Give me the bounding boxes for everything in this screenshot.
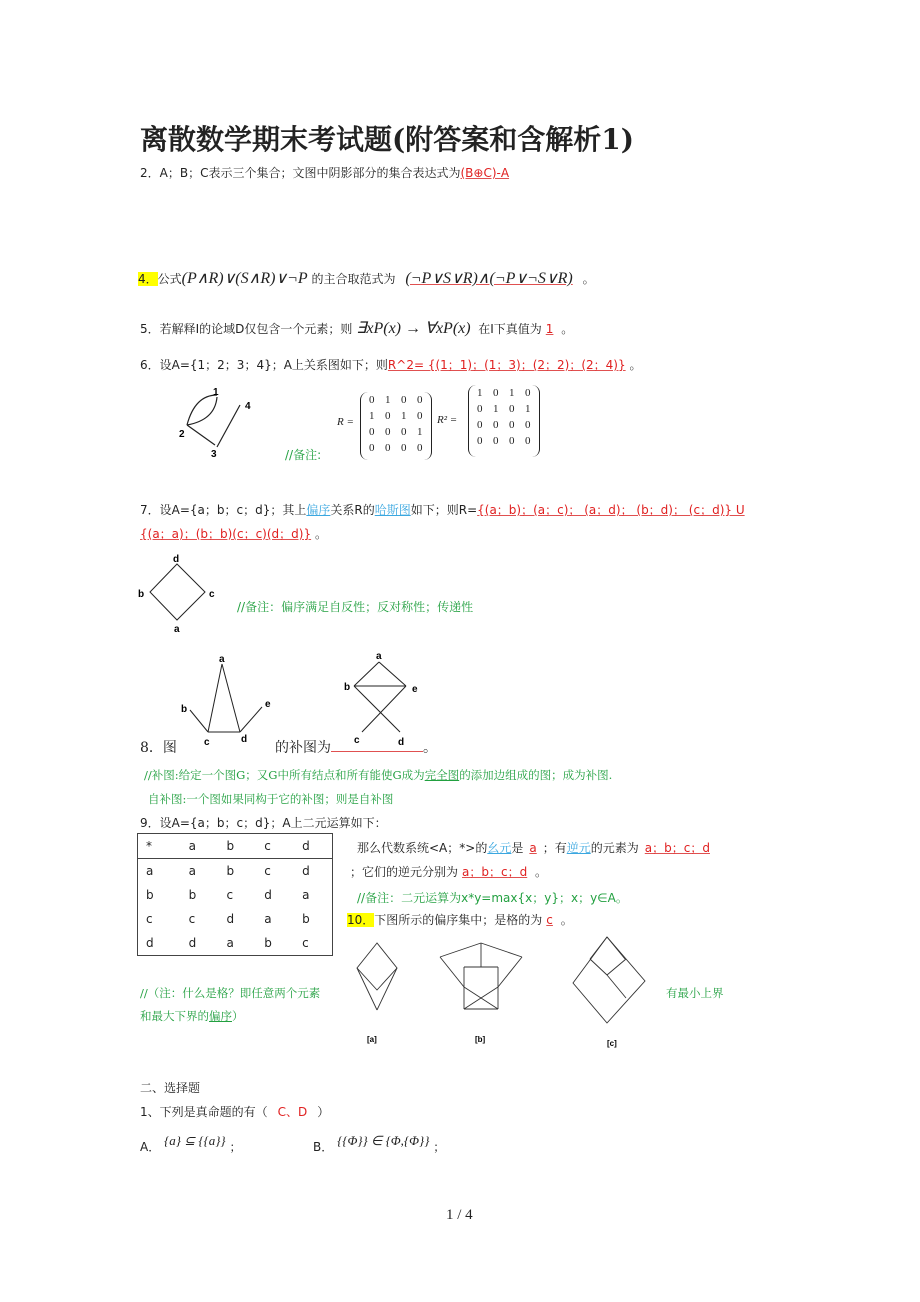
- q4-pre: 公式: [157, 272, 182, 286]
- matrix-r-label: R =: [337, 416, 354, 428]
- table-cell: d: [302, 864, 310, 878]
- q9-text: 9．设A={a；b；c；d}；A上二元运算如下：: [140, 816, 387, 830]
- table-cell: b: [226, 864, 235, 878]
- matrix-cell: 1: [369, 410, 375, 422]
- node-1: 1: [213, 387, 219, 398]
- lattice-b-label: [b]: [475, 1035, 486, 1044]
- matrix-cell: 0: [401, 426, 407, 438]
- option-b-formula: {{Φ}} ∈ {Φ,{Φ}}: [337, 1133, 430, 1148]
- q6-end: 。: [629, 358, 642, 372]
- c1-answer: C、D: [277, 1105, 308, 1119]
- q9-inverse-elements: a；b；c；d: [644, 841, 710, 855]
- c1-text: 1、下列是真命题的有（: [140, 1105, 268, 1119]
- table-row: [138, 931, 333, 956]
- choice-1-option-b: [313, 1133, 446, 1155]
- table-cell: *: [146, 839, 152, 853]
- question-6: [140, 356, 641, 373]
- table-cell: a: [302, 888, 310, 902]
- q8-end: 。: [423, 740, 437, 756]
- matrix-cell: 0: [385, 426, 391, 438]
- table-cell: b: [226, 839, 235, 853]
- q9-identity-answer: a: [529, 841, 537, 855]
- matrix-cell: 0: [509, 419, 515, 431]
- question-5: [140, 318, 573, 338]
- table-cell: d: [188, 936, 197, 950]
- matrix-cell: 0: [493, 435, 499, 447]
- q2-text: 2．A；B；C表示三个集合；文图中阴影部分的集合表达式为: [140, 166, 461, 180]
- page-title: 离散数学期末考试题(附答案和含解析1): [140, 123, 634, 156]
- q5-mid: 在I下真值为: [478, 322, 542, 336]
- table-cell: a: [188, 864, 196, 878]
- q10-number: 10．: [347, 913, 375, 927]
- matrix-cell: 0: [493, 387, 499, 399]
- node-b: b: [138, 589, 145, 600]
- q9-l1-mid2: ；有: [542, 841, 567, 855]
- q9-l1-mid3: 的元素为: [590, 841, 639, 855]
- q10-note-2-text: 和最大下界的: [140, 1009, 209, 1023]
- q9-l1-pre: 那么代数系统<A；*>的: [357, 841, 488, 855]
- q7-mid1: 关系R的: [330, 503, 375, 517]
- q10-note-1: //（注：什么是格？即任意两个元素: [140, 986, 321, 1000]
- option-b-end: ；: [433, 1140, 446, 1154]
- graph-g: [178, 652, 273, 747]
- matrix-cell: 0: [525, 387, 531, 399]
- table-cell: c: [146, 912, 153, 926]
- node-d: d: [241, 734, 248, 745]
- matrix-cell: 1: [417, 426, 423, 438]
- question-2: [140, 164, 509, 181]
- q5-end: 。: [561, 322, 574, 336]
- link-hasse-diagram[interactable]: 哈斯图: [374, 503, 411, 517]
- q7-answer-2: {(a；a)；(b；b)(c；c)(d；d)}: [140, 527, 312, 541]
- table-cell: d: [146, 936, 154, 950]
- table-row: [138, 859, 333, 884]
- link-complete-graph[interactable]: 完全图: [424, 768, 460, 782]
- lattice-a-label: [a]: [367, 1035, 377, 1044]
- table-cell: b: [302, 912, 310, 926]
- link-identity[interactable]: 幺元: [487, 841, 512, 855]
- c1-end: ）: [317, 1105, 330, 1119]
- matrix-cell: 0: [509, 403, 515, 415]
- q9-inverses: a；b；c；d: [462, 865, 528, 879]
- q9-line-2: [350, 863, 547, 880]
- q8-note-1: [144, 767, 612, 783]
- table-cell: d: [302, 839, 310, 853]
- matrix-cell: 0: [369, 442, 375, 454]
- node-d: d: [398, 737, 405, 748]
- option-a-formula: {a} ⊆ {{a}}: [164, 1133, 226, 1148]
- table-cell: b: [146, 888, 154, 902]
- link-inverse[interactable]: 逆元: [566, 841, 591, 855]
- matrix-cell: 0: [477, 419, 483, 431]
- matrix-cell: 1: [401, 410, 407, 422]
- matrix-r2: [468, 385, 540, 457]
- q4-formula: (P∧R)∨(S∧R)∨¬P: [181, 270, 308, 287]
- matrix-cell: 0: [525, 419, 531, 431]
- option-a-end: ；: [229, 1140, 242, 1154]
- q6-answer: R^2= {(1；1)；(1；3)；(2；2)；(2；4)}: [387, 358, 626, 372]
- q5-text: 5．若解释I的论域D仅包含一个元素；则: [140, 322, 353, 336]
- q7-answer-1: {(a；b)；(a；c)； (a；d)； (b；d)； (c；d)} U: [477, 503, 745, 517]
- choice-1: [140, 1103, 329, 1120]
- q4-end: 。: [582, 272, 595, 286]
- node-e: e: [412, 684, 418, 695]
- matrix-r2-label: R² =: [437, 414, 458, 426]
- q4-answer: (¬P∨S∨R)∧(¬P∨¬S∨R): [405, 270, 573, 287]
- q9-line-1: [357, 839, 716, 856]
- matrix-cell: 0: [417, 442, 423, 454]
- q6-text: 6．设A={1；2；3；4}；A上关系图如下；则: [140, 358, 388, 372]
- q4-mid: 的主合取范式为: [311, 272, 396, 286]
- option-a-label: A．: [140, 1140, 161, 1154]
- q9-l1-mid: 是: [511, 841, 524, 855]
- lattice-c-label: [c]: [607, 1039, 617, 1048]
- node-a: a: [219, 654, 225, 665]
- table-cell: c: [226, 888, 234, 902]
- q8-note-2: 自补图:一个图如果同构于它的补图；则是自补图: [148, 792, 394, 806]
- table-cell: b: [188, 888, 197, 902]
- question-7-cont: [140, 525, 327, 542]
- q8-note-1-end: 的添加边组成的图；成为补图.: [459, 768, 613, 782]
- q7-note: //备注：偏序满足自反性；反对称性；传递性: [237, 600, 474, 614]
- table-row: [138, 834, 333, 859]
- q10-answer: c: [546, 913, 553, 927]
- matrix-cell: 0: [477, 403, 483, 415]
- table-cell: a: [188, 839, 196, 853]
- operation-table: [137, 833, 333, 956]
- question-10: [347, 911, 573, 928]
- q10-note-2: [140, 1008, 244, 1024]
- q9-l2-pre: ；它们的逆元分别为: [350, 865, 459, 879]
- node-b: b: [344, 682, 351, 693]
- node-c: c: [354, 735, 360, 746]
- table-row: [138, 907, 333, 931]
- q5-answer: 1: [545, 322, 554, 336]
- table-cell: a: [146, 864, 154, 878]
- question-7: [140, 501, 745, 518]
- q8-line: [275, 737, 437, 757]
- node-c: c: [209, 589, 215, 600]
- node-b: b: [181, 704, 188, 715]
- q7-pre: 7．设A={a；b；c；d}；其上: [140, 503, 307, 517]
- node-a: a: [376, 651, 382, 662]
- matrix-cell: 0: [477, 435, 483, 447]
- matrix-cell: 0: [369, 426, 375, 438]
- page-number: 1 / 4: [446, 1207, 473, 1223]
- matrix-cell: 0: [525, 435, 531, 447]
- node-3: 3: [211, 449, 217, 460]
- matrix-cell: 0: [385, 442, 391, 454]
- link-partial-order-2[interactable]: 偏序: [209, 1009, 232, 1023]
- q10-text: 下图所示的偏序集中；是格的为: [374, 913, 543, 927]
- matrix-cell: 0: [417, 410, 423, 422]
- matrix-r: [360, 392, 432, 460]
- matrix-cell: 0: [385, 410, 391, 422]
- matrix-cell: 0: [401, 394, 407, 406]
- matrix-cell: 1: [493, 403, 499, 415]
- graph-complement: [342, 650, 427, 748]
- section-heading-choice: 二、选择题: [140, 1081, 201, 1095]
- table-cell: c: [264, 839, 271, 853]
- q9-note: //备注：二元运算为x*y=max{x；y}；x；y∈A。: [357, 891, 628, 905]
- node-2: 2: [179, 429, 185, 440]
- option-b-label: B．: [313, 1140, 334, 1154]
- q10-note-2-end: ）: [232, 1009, 244, 1023]
- q7-end: 。: [314, 527, 327, 541]
- table-cell: c: [264, 864, 271, 878]
- choice-1-option-a: [140, 1133, 242, 1155]
- q8-mid: 的补图为: [275, 740, 331, 756]
- node-4: 4: [245, 401, 251, 412]
- node-e: e: [265, 699, 271, 710]
- question-4: [138, 268, 595, 288]
- matrix-cell: 0: [509, 435, 515, 447]
- q10-end: 。: [560, 913, 573, 927]
- q8-note-1-text: //补图:给定一个图G；又G中所有结点和所有能使G成为: [144, 768, 425, 782]
- table-cell: d: [226, 912, 235, 926]
- q2-answer: (B⊕C)-A: [460, 166, 510, 180]
- matrix-cell: 0: [493, 419, 499, 431]
- table-cell: a: [226, 936, 234, 950]
- q5-formula: ∃xP(x) → ∀xP(x): [356, 320, 471, 337]
- node-d: d: [173, 554, 180, 565]
- table-cell: a: [264, 912, 272, 926]
- q4-number: 4．: [138, 272, 158, 286]
- q8-pre: 8．图: [140, 740, 177, 756]
- matrix-cell: 0: [401, 442, 407, 454]
- q7-mid2: 如下；则R=: [410, 503, 478, 517]
- matrix-cell: 0: [417, 394, 423, 406]
- matrix-cell: 1: [509, 387, 515, 399]
- q9-l2-end: 。: [535, 865, 548, 879]
- matrix-cell: 0: [369, 394, 375, 406]
- table-cell: c: [188, 912, 196, 926]
- node-a: a: [174, 624, 180, 635]
- table-row: [138, 883, 333, 907]
- matrix-cell: 1: [477, 387, 483, 399]
- node-c: c: [204, 737, 210, 748]
- q6-note: //备注:: [285, 448, 322, 462]
- matrix-cell: 1: [525, 403, 531, 415]
- table-cell: d: [264, 888, 272, 902]
- table-cell: b: [264, 936, 272, 950]
- relation-graph: [175, 385, 265, 460]
- q10-note-1b: 有最小上界: [666, 986, 724, 1000]
- matrix-cell: 1: [385, 394, 391, 406]
- table-cell: c: [302, 936, 309, 950]
- link-partial-order[interactable]: 偏序: [306, 503, 331, 517]
- hasse-diagram-q7: [135, 552, 225, 634]
